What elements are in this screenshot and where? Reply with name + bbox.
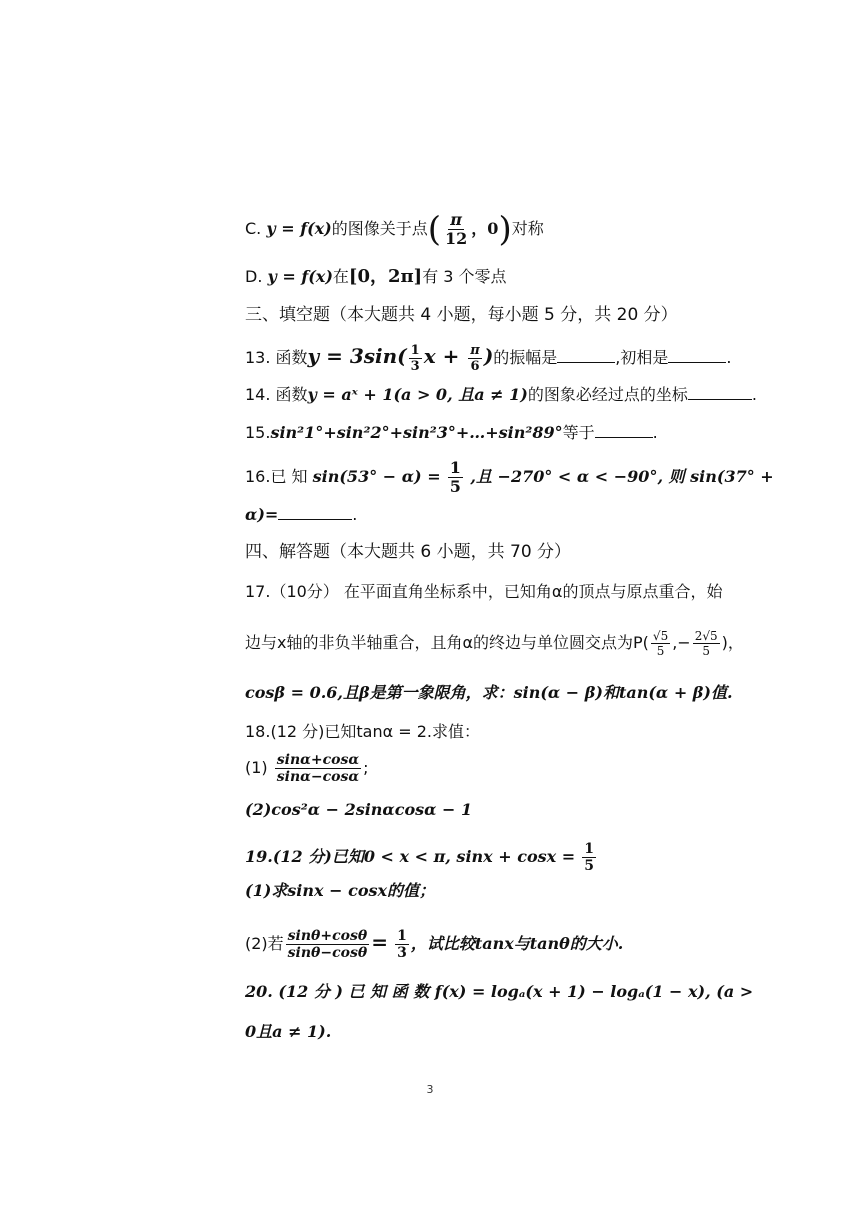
question-19-part-2 [245, 929, 623, 960]
q16-end: . [352, 505, 358, 524]
option-c-suffix: 对称 [511, 219, 544, 238]
q19-part-1: (1)求sinx − cosx的值； [245, 881, 436, 900]
q13-tail: 的振幅是 [493, 348, 558, 367]
question-19 [245, 842, 598, 873]
question-20-line-1 [245, 981, 753, 1003]
option-d-text: 在 [332, 267, 349, 286]
q16-tail: ,且 −270° < α < −90°, 则 sin(37° + [464, 467, 774, 486]
q17-text-2-end: )， [721, 633, 744, 652]
q19-one-fifth: $\frac{1}{5}$ [584, 841, 595, 874]
question-17-line-2 [245, 630, 744, 657]
question-18-part-2 [245, 799, 472, 821]
q20-text-1: 20. (12 分 ) 已 知 函 数 f(x) = logₐ(x + 1) − logₐ(1 − x), (a > [245, 982, 754, 1001]
question-17-line-1 [245, 581, 722, 603]
q18-text: 18.(12 分)已知tanα = 2.求值： [245, 722, 480, 741]
option-c-math: y = f(x) [266, 219, 332, 238]
q19-one-third: $\frac{1}{3}$ [397, 928, 407, 961]
q13-tail2: ,初相是 [615, 348, 669, 367]
option-d-interval: [0，2π] [348, 266, 423, 287]
answer-blank [278, 505, 352, 520]
q14-end: . [751, 385, 757, 404]
right-paren: ) [498, 209, 512, 250]
question-20-line-2 [245, 1021, 331, 1043]
section-4-title: 四、解答题（本大题共 6 小题，共 70 分） [245, 542, 572, 562]
question-17-line-3 [245, 682, 733, 704]
q16-expr: sin(53° − α) = [312, 467, 441, 486]
option-d-math: y = f(x) [267, 267, 333, 286]
equals-sign: = [371, 930, 388, 954]
q13-close: ) [483, 344, 494, 368]
question-14 [245, 384, 757, 406]
q17-text-2: 边与x轴的非负半轴重合，且角α的终边与单位圆交点为P( [245, 633, 649, 652]
q13-end: . [726, 348, 732, 367]
q15-tail: 等于 [562, 423, 595, 442]
option-label: D. [245, 267, 268, 286]
answer-blank [668, 348, 726, 363]
pi-over-6: $\frac{\pi}{6}$ [470, 343, 480, 374]
q15-label: 15. [245, 423, 271, 442]
section-3-title: 三、填空题（本大题共 4 小题，每小题 5 分，共 20 分） [245, 305, 678, 325]
q18-part-2-expr: (2)cos²α − 2sinαcosα − 1 [245, 800, 473, 819]
pi-over-12: $\frac{\pi}{12}$ [445, 210, 468, 248]
question-19-part-1 [245, 880, 435, 902]
question-16-continued [245, 504, 357, 526]
q19-part-2-tail: ，试比较tanx与tanθ的大小. [410, 934, 624, 953]
q19-theta-fraction: $\frac{\sin\theta+\cos\theta}{\sin\theta-\cos\theta}$ [287, 928, 368, 961]
q19-text: 19.(12 分)已知0 < x < π, sinx + cosx = [245, 847, 576, 866]
question-13 [245, 344, 731, 373]
question-15 [245, 422, 658, 444]
q17-text-1: 17.（10分） 在平面直角坐标系中，已知角α的顶点与原点重合，始 [245, 582, 723, 601]
option-c-text: 的图像关于点 [331, 219, 428, 238]
q13-expr: y = 3sin( [307, 344, 407, 368]
q14-expr: y = aˣ + 1(a > 0, 且a ≠ 1) [307, 385, 528, 404]
q13-expr-x: x + [423, 344, 467, 368]
section-3-heading [245, 304, 678, 326]
option-c [245, 209, 544, 250]
option-d [245, 266, 507, 288]
q14-tail: 的图象必经过点的坐标 [527, 385, 688, 404]
answer-blank [595, 423, 653, 438]
sqrt5-over-5: $\frac{√5}{5}$ [652, 629, 669, 658]
q19-part-2-label: (2)若 [245, 934, 284, 953]
one-third: $\frac{1}{3}$ [410, 343, 420, 374]
question-18 [245, 721, 480, 743]
answer-blank [688, 385, 752, 400]
answer-blank [557, 348, 615, 363]
q18-part-1-label: (1) [245, 758, 268, 777]
option-c-point-y: ，0 [471, 219, 499, 238]
question-18-part-1 [245, 753, 369, 784]
q13-label: 13. 函数 [245, 348, 308, 367]
one-fifth: $\frac{1}{5}$ [449, 458, 461, 496]
question-16 [245, 460, 774, 495]
q18-fraction: $\frac{\sin\alpha+\cos\alpha}{\sin\alpha-\cos\alpha}$ [276, 752, 360, 785]
q20-text-2: 0且a ≠ 1). [245, 1022, 332, 1041]
left-paren: ( [427, 209, 442, 250]
q17-text-3: cosβ = 0.6,且β是第一象限角，求：sin(α − β)和tan(α + β)值. [245, 683, 733, 702]
q15-expr: sin²1°+sin²2°+sin²3°+…+sin²89° [270, 423, 563, 442]
q16-line2: α)= [245, 505, 279, 524]
q14-label: 14. 函数 [245, 385, 308, 404]
two-sqrt5-over-5: $\frac{2√5}{5}$ [694, 629, 718, 658]
q16-label: 16.已 知 [245, 467, 308, 486]
page-number: 3 [426, 1083, 434, 1096]
comma-minus: ,− [672, 633, 691, 652]
option-label: C. [245, 219, 267, 238]
section-4-heading [245, 541, 571, 563]
option-d-suffix: 有 3 个零点 [422, 267, 507, 286]
q15-end: . [652, 423, 658, 442]
q18-part-1-end: ; [363, 758, 369, 777]
